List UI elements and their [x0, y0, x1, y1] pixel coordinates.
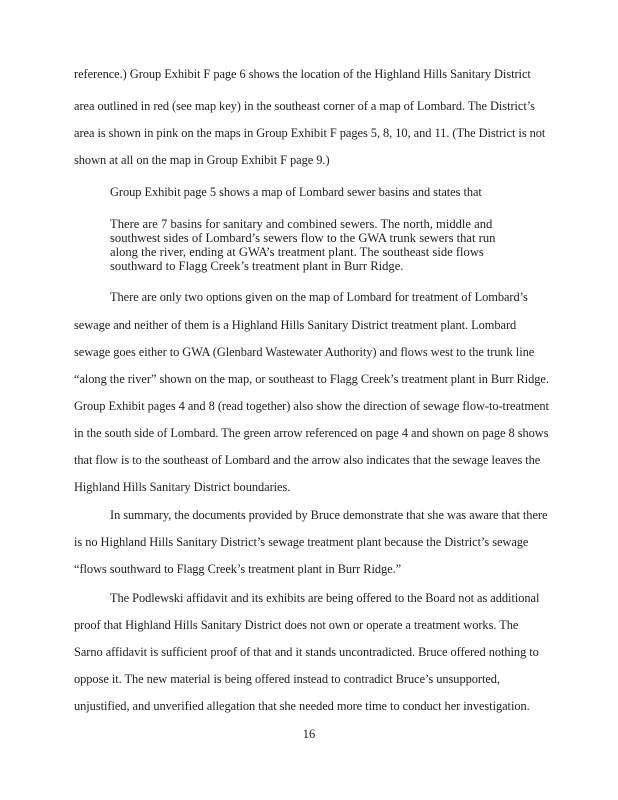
text-line: sewage and neither of them is a Highland Hills Sanitary District treatment plant. Lombard: [74, 318, 517, 332]
text-line: area is shown in pink on the maps in Group Exhibit F pages 5, 8, 10, and 11. (The District is not: [74, 126, 546, 140]
text-line: shown at all on the map in Group Exhibit F page 9.): [74, 153, 330, 167]
quote-line: southwest sides of Lombard’s sewers flow to the GWA trunk sewers that run: [110, 231, 496, 245]
text-line: Group Exhibit pages 4 and 8 (read together) also show the direction of sewage flow-to-treatment: [74, 399, 549, 413]
text-line: in the south side of Lombard. The green arrow referenced on page 4 and shown on page 8 shows: [74, 426, 549, 440]
quote-line: There are 7 basins for sanitary and combined sewers. The north, middle and: [110, 217, 493, 231]
text-line: area outlined in red (see map key) in the southeast corner of a map of Lombard. The District’s: [74, 99, 535, 113]
text-line: reference.) Group Exhibit F page 6 shows the location of the Highland Hills Sanitary District: [74, 67, 531, 81]
text-line: is no Highland Hills Sanitary District’s sewage treatment plant because the District’s sewage: [74, 535, 529, 549]
text-line: In summary, the documents provided by Bruce demonstrate that she was aware that there: [110, 508, 548, 522]
text-line: Highland Hills Sanitary District boundaries.: [74, 480, 291, 494]
text-line: proof that Highland Hills Sanitary District does not own or operate a treatment works. The: [74, 618, 519, 632]
text-line: that flow is to the southeast of Lombard and the arrow also indicates that the sewage leaves the: [74, 453, 541, 467]
quote-line: along the river, ending at GWA’s treatment plant. The southeast side flows: [110, 245, 484, 259]
text-line: Sarno affidavit is sufficient proof of that and it stands uncontradicted. Bruce offered nothing to: [74, 645, 539, 659]
text-line: “flows southward to Flagg Creek’s treatment plant in Burr Ridge.”: [74, 562, 402, 576]
text-line: The Podlewski affidavit and its exhibits are being offered to the Board not as additional: [110, 591, 540, 605]
text-line: oppose it. The new material is being offered instead to contradict Bruce’s unsupported,: [74, 672, 500, 686]
quote-line: southward to Flagg Creek’s treatment plant in Burr Ridge.: [110, 259, 404, 273]
text-line: Group Exhibit page 5 shows a map of Lombard sewer basins and states that: [110, 185, 482, 199]
text-line: unjustified, and unverified allegation that she needed more time to conduct her investigation.: [74, 699, 530, 713]
text-line: There are only two options given on the map of Lombard for treatment of Lombard’s: [110, 290, 528, 304]
text-line: “along the river” shown on the map, or southeast to Flagg Creek’s treatment plant in Burr Ridge.: [74, 372, 549, 386]
text-line: sewage goes either to GWA (Glenbard Wastewater Authority) and flows west to the trunk line: [74, 345, 535, 359]
page-number: 16: [302, 727, 316, 741]
